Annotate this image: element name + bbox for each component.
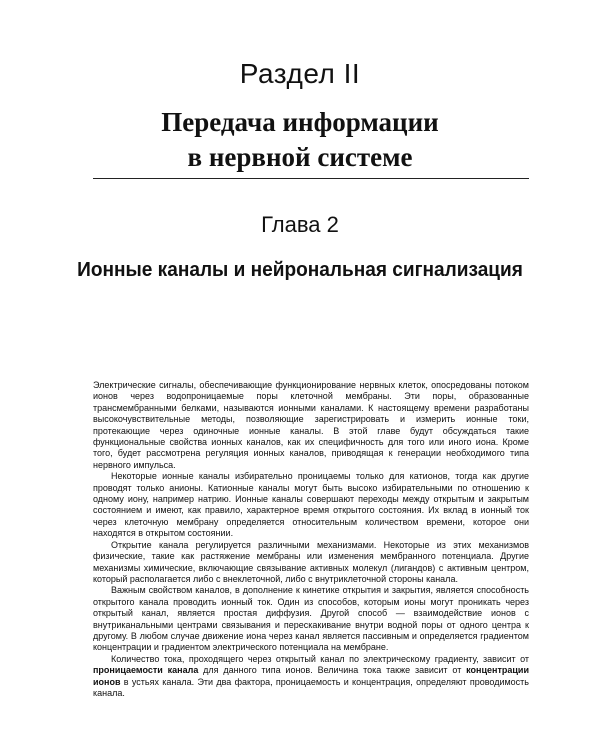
paragraph-5-part-3: в устьях канала. Эти два фактора, проницаемость и концентрация, определяют проводимость канала. [93,676,529,698]
paragraph-3: Открытие канала регулируется различными механизмами. Некоторые из этих механизмов физические, такие как растяжение мембраны или изменения мембранного потенциала. Другие механизмы химические, включающие связывание активных молекул (лигандов) с активным центром, который располагается либо с внеклеточной, либо с внутриклеточной стороны канала. [93,539,529,584]
paragraph-1: Электрические сигналы, обеспечивающие функционирование нервных клеток, опосредованы потоком ионов через водопроницаемые поры клеточной мембраны. Эти поры, образованные трансмембранными белками, называются ионными каналами. К настоящему времени разработаны высокочувствительные методы, позволяющие зарегистрировать и измерить ионные токи, протекающие через одиночные ионные каналы. В этой главе будут обсуждаться такие функциональные свойства ионных каналов, как их специфичность для того или иного иона. Кроме того, будет рассмотрена регуляция ионных каналов, приводящая к генерации необходимого типа нервного импульса. [93,380,529,470]
chapter-label: Глава 2 [261,212,339,237]
term-concentration: концентрации ионов [93,665,529,687]
section-title-line-2: в нервной системе [187,142,413,172]
paragraph-2: Некоторые ионные каналы избирательно проницаемы только для катионов, тогда как другие проводят только анионы. Катионные каналы могут быть высоко избирательными по отношению к одному иону, например натрию. Ионные каналы совершают переходы между открытым и закрытым состоянием и имеют, как правило, характерное время открытого состояния. Их вклад в ионный ток через клеточную мембрану определяется относительным количеством времени, которое они находятся в открытом состоянии. [93,471,529,539]
paragraph-5-part-2: для данного типа ионов. Величина тока также зависит от [198,665,467,676]
section-label: Раздел II [239,58,361,89]
chapter-body [93,380,529,699]
section-title [0,105,600,175]
section-title-line-1: Передача информации [161,107,439,137]
term-permeability: проницаемости канала [93,665,199,676]
chapter-title: Ионные каналы и нейрональная сигнализация [77,258,523,281]
horizontal-rule [93,178,529,179]
paragraph-4: Важным свойством каналов, в дополнение к кинетике открытия и закрытия, является способность открытого канала проводить ионный ток. Один из способов, которым ионы могут проникать через открытый канал, является простая диффузия. Другой способ — взаимодействие ионов с внутриканальными центрами связывания и перескакивание внутри водной поры от одного центра к другому. В любом случае движение иона через канал является пассивным и определяется градиентом концентрации и градиентом электрического потенциала на мембране. [93,585,529,653]
paragraph-5-part-1: Количество тока, проходящего через открытый канал по электрическому градиенту, зависит от [111,653,529,664]
paragraph-5 [93,654,529,700]
